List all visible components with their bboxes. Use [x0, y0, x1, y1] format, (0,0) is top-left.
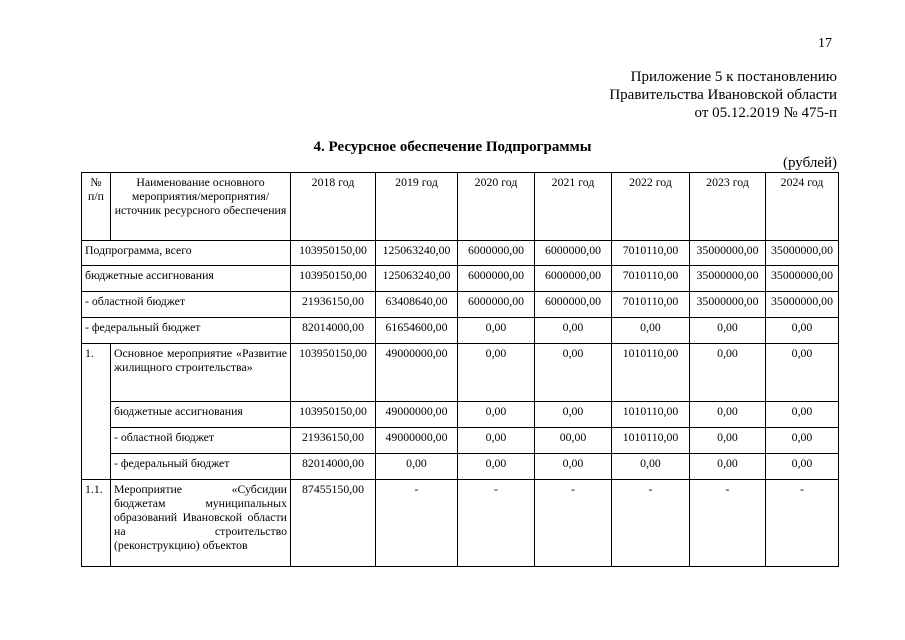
value-cell: 1010110,00: [612, 402, 690, 428]
header-row: [82, 173, 839, 241]
value-cell: 103950150,00: [291, 241, 376, 266]
value-cell: 00,00: [535, 428, 612, 454]
value-cell: 6000000,00: [458, 292, 535, 318]
value-cell: 125063240,00: [376, 266, 458, 292]
value-cell: 0,00: [690, 402, 766, 428]
main-event-row: [82, 344, 839, 402]
value-cell: 0,00: [612, 454, 690, 480]
value-cell: 7010110,00: [612, 292, 690, 318]
value-cell: 0,00: [458, 344, 535, 402]
value-cell: 0,00: [690, 428, 766, 454]
value-cell: 21936150,00: [291, 428, 376, 454]
value-cell: 0,00: [535, 318, 612, 344]
value-cell: 1010110,00: [612, 344, 690, 402]
value-cell: 0,00: [766, 454, 839, 480]
value-cell: 0,00: [690, 344, 766, 402]
value-cell: 1010110,00: [612, 428, 690, 454]
page-number: 17: [818, 36, 832, 51]
value-cell: 0,00: [535, 344, 612, 402]
header-year: 2019 год: [376, 173, 458, 241]
row-number: 1.: [82, 344, 111, 480]
value-cell: 82014000,00: [291, 454, 376, 480]
header-num: № п/п: [82, 173, 111, 241]
value-cell: 0,00: [376, 454, 458, 480]
value-cell: 63408640,00: [376, 292, 458, 318]
value-cell: 0,00: [690, 318, 766, 344]
value-cell: 6000000,00: [458, 241, 535, 266]
row-label: - областной бюджет: [111, 428, 291, 454]
header-year: 2018 год: [291, 173, 376, 241]
value-cell: 87455150,00: [291, 480, 376, 567]
value-cell: 103950150,00: [291, 402, 376, 428]
row-label: бюджетные ассигнования: [82, 266, 291, 292]
event-1-1-row: [82, 480, 839, 567]
row-label: - областной бюджет: [82, 292, 291, 318]
value-cell: 0,00: [458, 402, 535, 428]
appendix-line-2: Правительства Ивановской области: [609, 87, 837, 103]
value-cell: 35000000,00: [766, 292, 839, 318]
summary-row-total: [82, 241, 839, 266]
value-cell: -: [766, 480, 839, 567]
main-event-title: Основное мероприятие «Развитие жилищного строительства»: [111, 344, 291, 402]
value-cell: 49000000,00: [376, 344, 458, 402]
value-cell: -: [376, 480, 458, 567]
units-label: (рублей): [782, 155, 837, 171]
value-cell: 35000000,00: [690, 266, 766, 292]
value-cell: 35000000,00: [690, 292, 766, 318]
value-cell: 0,00: [458, 454, 535, 480]
summary-row-regional: [82, 292, 839, 318]
value-cell: 0,00: [766, 318, 839, 344]
value-cell: 0,00: [766, 344, 839, 402]
main-event-subrow-regional: [82, 428, 839, 454]
value-cell: -: [612, 480, 690, 567]
value-cell: 103950150,00: [291, 266, 376, 292]
value-cell: 61654600,00: [376, 318, 458, 344]
value-cell: 49000000,00: [376, 428, 458, 454]
value-cell: 82014000,00: [291, 318, 376, 344]
main-event-subrow-federal: [82, 454, 839, 480]
value-cell: 0,00: [690, 454, 766, 480]
value-cell: 0,00: [458, 428, 535, 454]
summary-row-budget: [82, 266, 839, 292]
value-cell: 0,00: [458, 318, 535, 344]
value-cell: 7010110,00: [612, 241, 690, 266]
value-cell: 35000000,00: [766, 241, 839, 266]
row-number: 1.1.: [82, 480, 111, 567]
value-cell: 7010110,00: [612, 266, 690, 292]
value-cell: 0,00: [535, 454, 612, 480]
header-year: 2020 год: [458, 173, 535, 241]
header-year: 2022 год: [612, 173, 690, 241]
header-year: 2023 год: [690, 173, 766, 241]
row-label: Подпрограмма, всего: [82, 241, 291, 266]
value-cell: 0,00: [766, 402, 839, 428]
row-label: - федеральный бюджет: [82, 318, 291, 344]
value-cell: 35000000,00: [766, 266, 839, 292]
value-cell: 0,00: [766, 428, 839, 454]
value-cell: 6000000,00: [535, 241, 612, 266]
value-cell: 125063240,00: [376, 241, 458, 266]
value-cell: 6000000,00: [458, 266, 535, 292]
value-cell: 49000000,00: [376, 402, 458, 428]
value-cell: -: [535, 480, 612, 567]
summary-row-federal: [82, 318, 839, 344]
resource-table: [81, 172, 839, 567]
main-event-subrow-budget: [82, 402, 839, 428]
event-1-1-title: Мероприятие «Субсидии бюджетам муниципальных образований Ивановской области на строительство (реконструкцию) объектов: [111, 480, 291, 567]
value-cell: 103950150,00: [291, 344, 376, 402]
value-cell: 21936150,00: [291, 292, 376, 318]
section-title: 4. Ресурсное обеспечение Подпрограммы: [313, 139, 592, 155]
value-cell: 6000000,00: [535, 266, 612, 292]
value-cell: 0,00: [612, 318, 690, 344]
header-year: 2024 год: [766, 173, 839, 241]
value-cell: 0,00: [535, 402, 612, 428]
value-cell: -: [458, 480, 535, 567]
appendix-line-1: Приложение 5 к постановлению: [630, 69, 837, 85]
row-label: бюджетные ассигнования: [111, 402, 291, 428]
header-year: 2021 год: [535, 173, 612, 241]
header-name: Наименование основного мероприятия/мероприятия/ источник ресурсного обеспечения: [111, 173, 291, 241]
appendix-line-3: от 05.12.2019 № 475-п: [694, 105, 837, 121]
row-label: - федеральный бюджет: [111, 454, 291, 480]
value-cell: 35000000,00: [690, 241, 766, 266]
value-cell: -: [690, 480, 766, 567]
value-cell: 6000000,00: [535, 292, 612, 318]
appendix-header: [609, 68, 837, 122]
